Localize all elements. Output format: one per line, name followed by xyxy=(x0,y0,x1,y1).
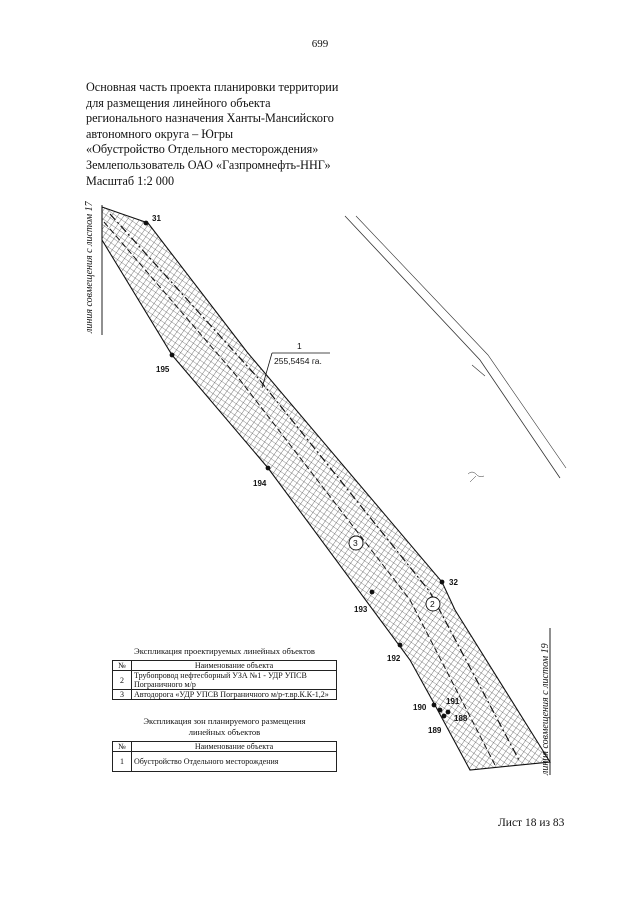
point-label: 32 xyxy=(449,578,458,587)
title-line: Землепользователь ОАО «Газпромнефть-ННГ» xyxy=(86,157,331,172)
table-row xyxy=(113,690,337,700)
point-label: 194 xyxy=(253,479,267,488)
vertex-point xyxy=(170,353,175,358)
page-number: 699 xyxy=(311,38,329,50)
title-line: для размещения линейного объекта xyxy=(86,95,271,110)
explication-zones-title-line: Экспликация зон планируемого размещения xyxy=(143,716,306,726)
zone-mark: 3 xyxy=(353,538,358,548)
col-name: Наименование объекта xyxy=(132,661,337,671)
point-label: 192 xyxy=(387,654,401,663)
table-header xyxy=(113,742,337,752)
explication-linear-table xyxy=(112,660,337,700)
point-label: 191 xyxy=(446,697,460,706)
point-label: 31 xyxy=(152,214,161,223)
vertex-point xyxy=(266,466,271,471)
point-label: 189 xyxy=(428,726,442,735)
vertex-point xyxy=(440,580,445,585)
zone-mark: 2 xyxy=(430,599,435,609)
vertex-point xyxy=(438,708,443,713)
vertex-point xyxy=(446,710,451,715)
external-tick xyxy=(472,365,485,376)
table-header xyxy=(113,661,337,671)
col-name: Наименование объекта xyxy=(132,742,337,752)
table-row xyxy=(113,671,337,690)
title-line: автономного округа – Югры xyxy=(86,126,234,141)
vertex-point xyxy=(370,590,375,595)
row-name: Трубопровод нефтесборный УЗА №1 - УДР УПСВ Пограничного м/р xyxy=(132,671,337,690)
zone-area: 255,5454 га. xyxy=(274,356,322,366)
row-number: 3 xyxy=(113,690,132,700)
vertex-point xyxy=(398,643,403,648)
external-line xyxy=(356,216,566,468)
explication-zones-table xyxy=(112,741,337,772)
col-number: № xyxy=(113,742,132,752)
vertex-point xyxy=(432,703,437,708)
sheet-joint-label-right: линия совмещения с листом 19 xyxy=(540,643,551,775)
terrain-mark xyxy=(468,472,484,482)
point-label: 193 xyxy=(354,605,368,614)
vertex-point xyxy=(144,221,149,226)
zone-number: 1 xyxy=(297,341,302,351)
col-number: № xyxy=(113,661,132,671)
external-line xyxy=(345,216,560,478)
title-line: Основная часть проекта планировки территории xyxy=(86,80,339,94)
point-label: 195 xyxy=(156,365,170,374)
title-line: регионального назначения Ханты-Мансийского xyxy=(86,111,334,126)
sheet-number: Лист 18 из 83 xyxy=(498,817,565,829)
point-label: 188 xyxy=(454,714,468,723)
explication-zones-title-line: линейных объектов xyxy=(188,727,261,737)
point-label: 190 xyxy=(413,703,427,712)
row-number: 2 xyxy=(113,671,132,690)
explication-linear-title: Экспликация проектируемых линейных объектов xyxy=(134,646,315,656)
row-name: Обустройство Отдельного месторождения xyxy=(132,752,337,772)
vertex-point xyxy=(442,714,447,719)
title-line: Масштаб 1:2 000 xyxy=(86,173,175,188)
explication-zones-title xyxy=(112,716,337,738)
row-number: 1 xyxy=(113,752,132,772)
table-row xyxy=(113,752,337,772)
sheet-joint-label-left: линия совмещения с листом 17 xyxy=(84,201,95,333)
row-name: Автодорога «УДР УПСВ Пограничного м/р-т.вр.К.К-1,2» xyxy=(132,690,337,700)
title-line: «Обустройство Отдельного месторождения» xyxy=(86,142,319,157)
